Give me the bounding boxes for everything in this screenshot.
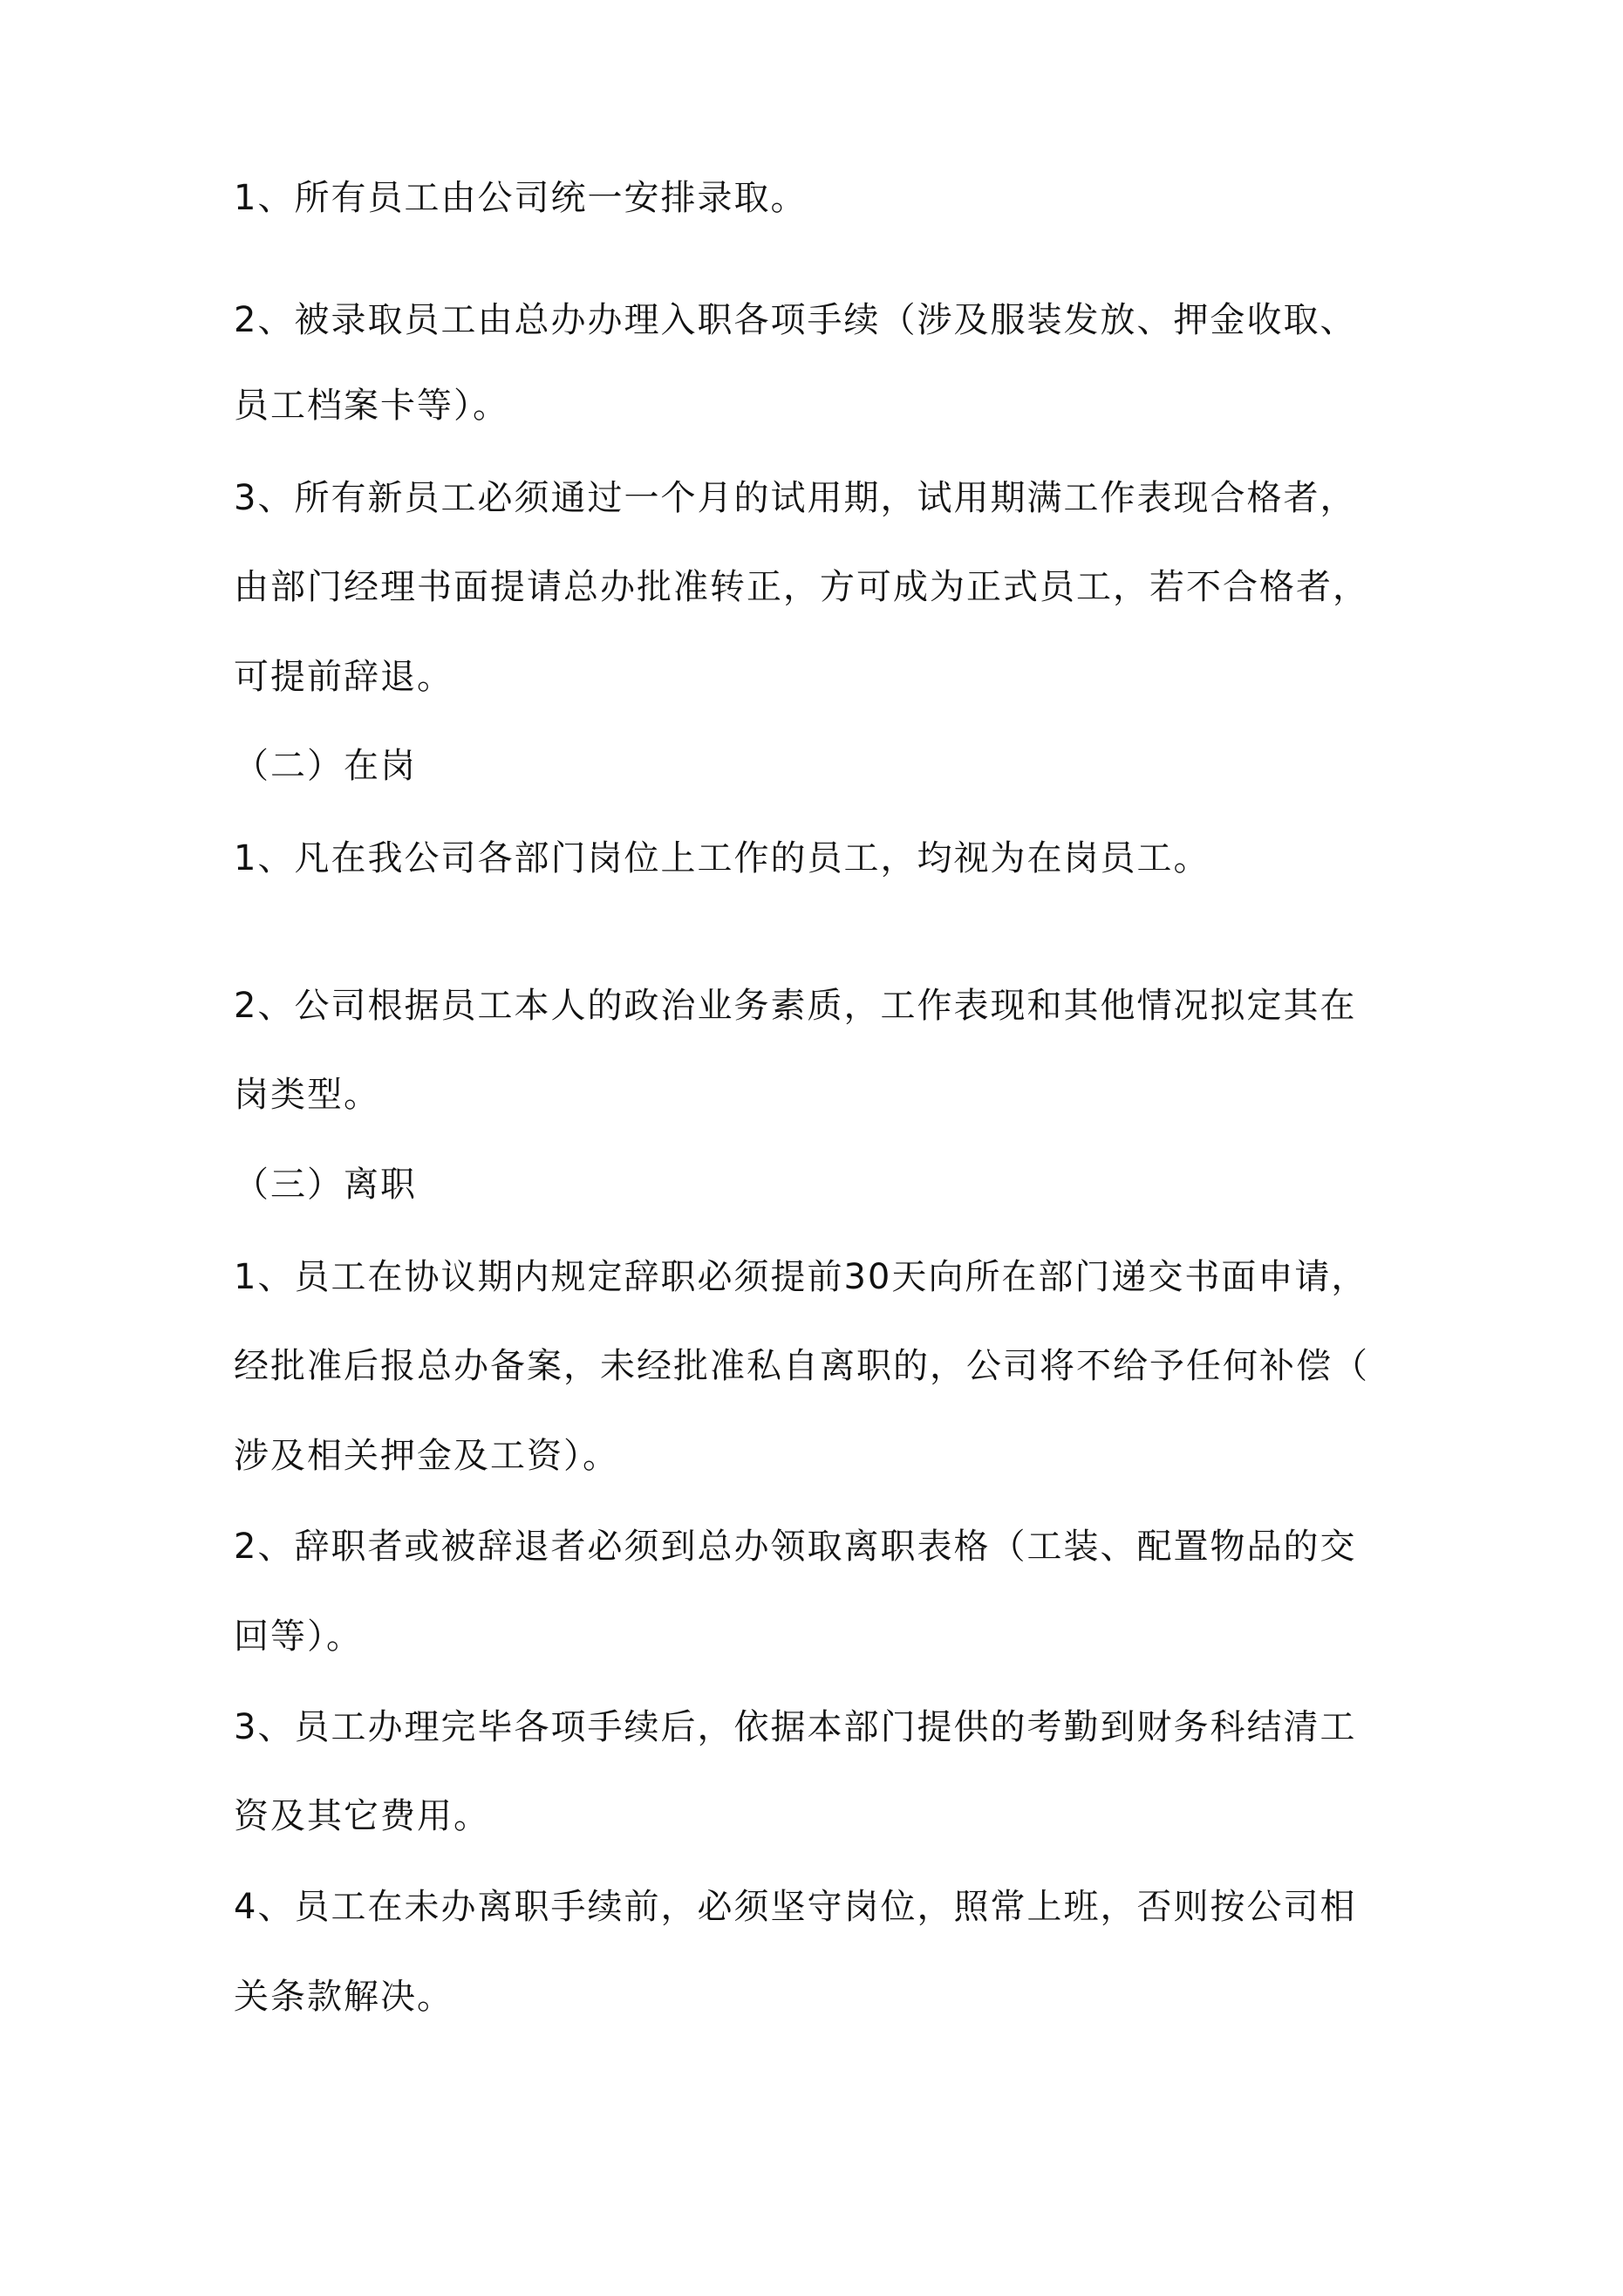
text-line: 2、公司根据员工本人的政治业务素质，工作表现和其他情况拟定其在 <box>234 986 1357 1026</box>
text-line: 回等）。 <box>234 1616 363 1657</box>
text-line: 涉及相关押金及工资）。 <box>234 1436 619 1476</box>
section-heading: （二）在岗 <box>234 746 417 786</box>
text-line: 可提前辞退。 <box>234 657 453 697</box>
text-line: 员工档案卡等）。 <box>234 386 509 426</box>
section-heading: （三）离职 <box>234 1165 417 1205</box>
text-line: 资及其它费用。 <box>234 1796 490 1836</box>
text-line: 2、被录取员工由总办办理入职各项手续（涉及服装发放、押金收取、 <box>234 300 1357 340</box>
text-line: 关条款解决。 <box>234 1977 453 2017</box>
text-line: 4、员工在未办离职手续前，必须坚守岗位，照常上班，否则按公司相 <box>234 1887 1357 1927</box>
text-line: 3、员工办理完毕各项手续后，依据本部门提供的考勤到财务科结清工 <box>234 1707 1357 1747</box>
text-line: 1、所有员工由公司统一安排录取。 <box>234 178 808 218</box>
text-line: 3、所有新员工必须通过一个月的试用期，试用期满工作表现合格者， <box>234 478 1357 518</box>
text-line: 岗类型。 <box>234 1075 380 1115</box>
text-line: 2、辞职者或被辞退者必须到总办领取离职表格（工装、配置物品的交 <box>234 1527 1357 1567</box>
text-line: 由部门经理书面提请总办批准转正，方可成为正式员工，若不合格者， <box>234 567 1369 607</box>
text-line: 1、凡在我公司各部门岗位上工作的员工，均视为在岗员工。 <box>234 838 1210 878</box>
text-line: 1、员工在协议期内规定辞职必须提前30天向所在部门递交书面申请， <box>234 1257 1368 1297</box>
text-line: 经批准后报总办备案，未经批准私自离职的，公司将不给予任何补偿（ <box>234 1346 1369 1386</box>
